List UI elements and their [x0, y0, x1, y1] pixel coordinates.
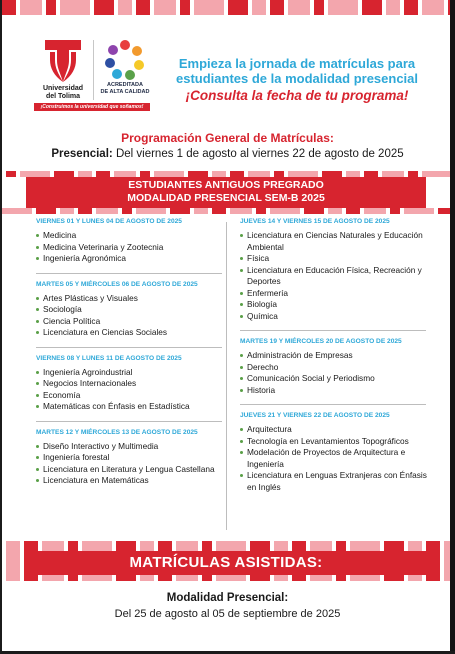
program-item: Biología	[240, 299, 430, 311]
stripe-segment	[364, 208, 386, 214]
stripe-segment	[404, 0, 418, 15]
asistidas-band: MATRÍCULAS ASISTIDAS:	[26, 551, 426, 575]
stripe-segment	[422, 0, 444, 15]
program-item: Ingeniería Agroindustrial	[36, 367, 226, 379]
stripe-segment	[404, 208, 434, 214]
program-item: Tecnología en Levantamientos Topográficos	[240, 436, 430, 448]
program-item: Ingeniería Agronómica	[36, 253, 226, 265]
students-band	[26, 177, 426, 208]
program-item: Medicina Veterinaria y Zootecnia	[36, 242, 226, 254]
program-item: Matemáticas con Énfasis en Estadística	[36, 401, 226, 413]
schedule-date: MARTES 12 Y MIÉRCOLES 13 DE AGOSTO DE 2025	[36, 428, 198, 436]
program-item: Medicina	[36, 230, 226, 242]
stripe-segment	[346, 208, 360, 214]
stripe-segment	[314, 0, 324, 15]
program-list	[36, 230, 226, 265]
accreditation-logo	[100, 38, 150, 102]
stripe-segment	[438, 208, 450, 214]
stripe-segment	[136, 208, 166, 214]
stripe-segment	[386, 0, 400, 15]
programacion-dates-line	[0, 147, 455, 161]
stripe-segment	[2, 0, 16, 15]
stripe-segment	[118, 0, 132, 15]
schedule-date: JUEVES 14 Y VIERNES 15 DE AGOSTO DE 2025	[240, 218, 390, 225]
stripe-segment	[390, 208, 400, 214]
program-item: Licenciatura en Literatura y Lengua Castellana	[36, 464, 226, 476]
asistidas-dates: Del 25 de agosto al 05 de septiembre de 2025	[114, 608, 341, 620]
stripe-segment	[422, 171, 450, 177]
stripe-segment	[252, 0, 266, 15]
stripe-segment	[270, 0, 284, 15]
stripe-segment	[328, 208, 342, 214]
program-item: Física	[240, 253, 430, 265]
stripe-segment	[256, 208, 266, 214]
accreditation-ring-icon	[104, 38, 146, 80]
schedule-block	[36, 355, 226, 413]
program-item: Modelación de Proyectos de Arquitectura e Ingeniería	[240, 447, 430, 470]
university-name-line1: Universidad	[42, 85, 84, 92]
program-item: Artes Plásticas y Visuales	[36, 293, 226, 305]
program-item: Ingeniería forestal	[36, 452, 226, 464]
stripe-segment	[362, 0, 382, 15]
stripe-segment	[270, 208, 300, 214]
programacion-label: Presencial:	[51, 148, 113, 160]
block-separator	[240, 330, 426, 331]
stripe-segment	[122, 208, 132, 214]
schedule-date: MARTES 19 Y MIÉRCOLES 20 DE AGOSTO DE 2025	[240, 338, 402, 345]
schedule-block	[36, 218, 226, 265]
program-item: Economía	[36, 390, 226, 402]
stripe-segment	[228, 0, 248, 15]
schedule-date: JUEVES 21 Y VIERNES 22 DE AGOSTO DE 2025	[240, 412, 390, 419]
asistidas-title: Modalidad Presencial:	[166, 592, 289, 604]
stripe-segment	[94, 0, 114, 15]
program-item: Química	[240, 311, 430, 323]
block-separator	[240, 404, 426, 405]
stripe-segment	[180, 0, 190, 15]
university-name	[36, 85, 90, 101]
stripe-segment	[2, 208, 32, 214]
stripe-segment	[60, 0, 90, 15]
stripe-segment	[60, 208, 74, 214]
stripe-segment	[194, 0, 224, 15]
program-item: Enfermería	[240, 288, 430, 300]
stripe-segment	[136, 0, 150, 15]
accreditation-line2: DE ALTA CALIDAD	[100, 88, 150, 95]
stripe-segment	[96, 208, 118, 214]
stripe-segment	[212, 208, 226, 214]
stripe-segment	[154, 0, 176, 15]
accreditation-line1: ACREDITADA	[107, 82, 143, 88]
ut-shield-icon	[40, 38, 86, 84]
university-name-line2: del Tolima	[45, 93, 81, 100]
logo-divider	[93, 40, 94, 100]
schedule-block	[240, 338, 430, 396]
stripe-segment	[20, 0, 42, 15]
schedule-block	[36, 429, 226, 487]
program-item: Licenciatura en Ciencias Naturales y Educación Ambiental	[240, 230, 430, 253]
program-item: Diseño Interactivo y Multimedia	[36, 441, 226, 453]
right-schedule-column	[240, 218, 430, 493]
university-slogan: ¡Construimos la universidad que soñamos!	[34, 103, 150, 111]
program-item: Comunicación Social y Periodismo	[240, 373, 430, 385]
block-separator	[36, 273, 222, 274]
stripe-segment	[6, 171, 16, 177]
stripe-segment	[78, 208, 92, 214]
program-item: Historia	[240, 385, 430, 397]
programacion-dates: Del viernes 1 de agosto al viernes 22 de agosto de 2025	[115, 148, 404, 160]
stripe-segment	[304, 208, 324, 214]
students-band-line1: ESTUDIANTES ANTIGUOS PREGRADO	[128, 179, 324, 191]
stripe-segment	[194, 208, 208, 214]
program-item: Ciencia Política	[36, 316, 226, 328]
schedule-date: VIERNES 08 Y LUNES 11 DE AGOSTO DE 2025	[36, 354, 182, 362]
program-list	[240, 230, 430, 322]
program-item: Arquitectura	[240, 424, 430, 436]
stripe-segment	[288, 0, 310, 15]
column-divider	[226, 222, 227, 530]
headline: Empieza la jornada de matrículas para estudiantes de la modalidad presencial	[175, 56, 419, 86]
stripe-segment	[426, 541, 440, 581]
block-separator	[36, 421, 222, 422]
program-item: Sociología	[36, 304, 226, 316]
programacion-title: Programación General de Matrículas:	[121, 131, 334, 145]
stripe-segment	[170, 208, 190, 214]
band-stripe-bottom	[2, 208, 450, 214]
stripe-segment	[36, 208, 56, 214]
frame-right	[450, 0, 455, 654]
schedule-block	[36, 281, 226, 339]
schedule-date: VIERNES 01 Y LUNES 04 DE AGOSTO DE 2025	[36, 218, 182, 225]
accreditation-text	[100, 82, 150, 95]
program-list	[36, 367, 226, 413]
program-item: Licenciatura en Ciencias Sociales	[36, 327, 226, 339]
program-item: Administración de Empresas	[240, 350, 430, 362]
program-list	[240, 424, 430, 493]
stripe-segment	[46, 0, 56, 15]
schedule-block	[240, 218, 430, 322]
callout: ¡Consulta la fecha de tu programa!	[185, 88, 409, 103]
schedule-block	[240, 412, 430, 493]
stripe-segment	[6, 541, 20, 581]
schedule-date: MARTES 05 Y MIÉRCOLES 06 DE AGOSTO DE 2025	[36, 280, 198, 288]
frame-left	[0, 0, 2, 654]
stripe-segment	[230, 208, 252, 214]
program-item: Negocios Internacionales	[36, 378, 226, 390]
program-list	[36, 441, 226, 487]
block-separator	[36, 347, 222, 348]
left-schedule-column	[36, 218, 226, 487]
top-stripe	[2, 0, 450, 15]
program-list	[240, 350, 430, 396]
program-item: Licenciatura en Lenguas Extranjeras con Énfasis en Inglés	[240, 470, 430, 493]
students-band-line2: MODALIDAD PRESENCIAL SEM-B 2025	[127, 192, 325, 204]
program-item: Derecho	[240, 362, 430, 374]
program-list	[36, 293, 226, 339]
program-item: Licenciatura en Educación Física, Recreación y Deportes	[240, 265, 430, 288]
stripe-segment	[328, 0, 358, 15]
program-item: Licenciatura en Matemáticas	[36, 475, 226, 487]
